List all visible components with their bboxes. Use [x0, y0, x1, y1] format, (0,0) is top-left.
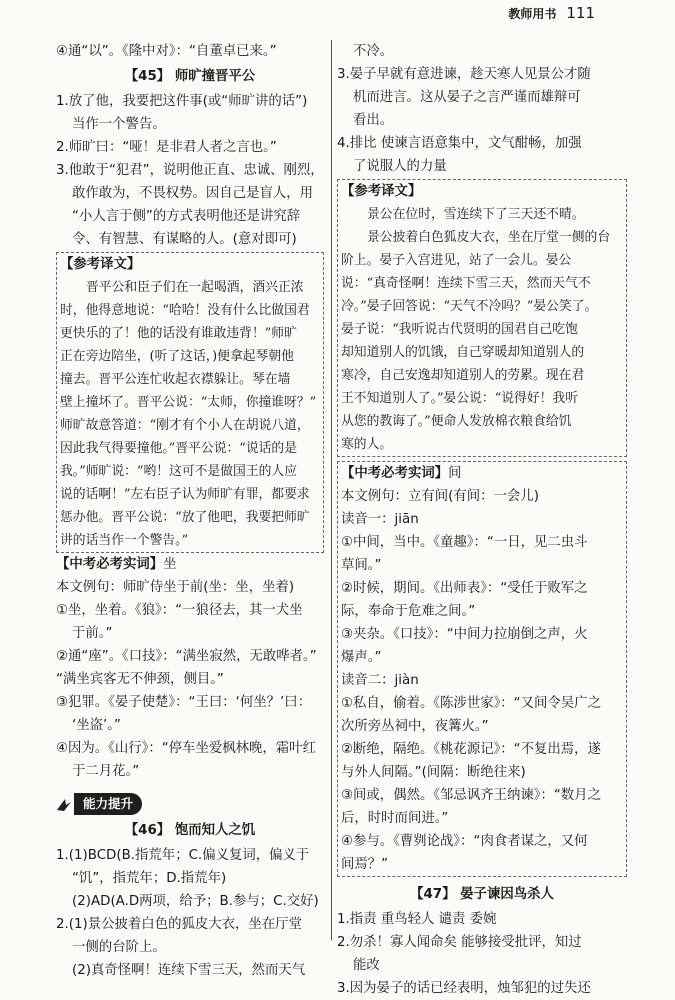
left-column	[56, 40, 324, 982]
vocab-line: ②通“座”。《口技》：“满坐寂然，无敢哗者。”	[56, 649, 317, 664]
answer-line: 能改	[353, 958, 380, 973]
answer-line: 了说服人的力量	[353, 159, 447, 174]
vocab-word: 间	[448, 466, 462, 481]
vocab-line: ④因为。《山行》：“停车坐爱枫林晚，霜叶红	[56, 741, 316, 756]
ability-banner	[56, 793, 324, 815]
vocab-line: “满坐宾客无不伸颈，侧目。”	[56, 672, 224, 687]
translation-line: 说：“真奇怪啊！连续下雪三天，然而天气不	[341, 276, 591, 291]
translation-line: 晏子说：“我听说古代贤明的国君自己吃饱	[341, 322, 578, 337]
translation-line: 冷。”晏子回答说：“天气不冷吗？”晏公笑了。	[341, 299, 598, 314]
translation-line: 壁上撞坏了。晋平公说：“太师，你撞谁呀？”	[60, 395, 317, 410]
answer-line: 1.指责 重鸟轻人 谴责 委婉	[337, 912, 497, 927]
vocab-line: ④参与。《曹刿论战》：“肉食者谋之，又何	[341, 834, 588, 849]
vocab-line: ③犯罪。《晏子使楚》：“王曰：‘何坐？’曰：	[56, 695, 312, 710]
translation-line: 因此我气得要撞他。”晋平公说：“说话的是	[60, 441, 298, 456]
translation-line: 晋平公和臣子们在一起喝酒，酒兴正浓	[86, 280, 304, 295]
answer-line: 3.因为晏子的话已经表明，烛邹犯的过失还	[337, 981, 591, 996]
vocab-line: ③夹杂。《口技》：“中间力拉崩倒之声，火	[341, 627, 588, 642]
answer-line: 2.师旷曰：“哑！是非君人者之言也。”	[56, 140, 277, 155]
reference-translation-box	[337, 179, 627, 457]
section-title-45: 【45】 师旷撞晋平公	[124, 69, 256, 84]
vocab-tag: 【中考必考实词】	[341, 466, 449, 481]
translation-line: 阶上。晏子入宫进见，站了一会儿。晏公	[341, 253, 572, 268]
translation-line: 说的话啊！”左右臣子认为师旷有罪，都要求	[60, 487, 310, 502]
vocab-line: 本文例句：立有间(有间：一会儿)	[341, 489, 539, 504]
translation-line: 寒的人。	[341, 437, 393, 452]
answer-line: (2)真奇怪啊！连续下雪三天，然而天气	[72, 963, 306, 978]
answer-line: 3.晏子早就有意进谏，趁天寒人见景公才随	[337, 67, 591, 82]
answer-line: 看出。	[353, 113, 394, 128]
answer-line: 不冷。	[353, 44, 394, 59]
vocab-box	[337, 461, 627, 877]
vocab-line: 间焉？”	[341, 857, 389, 872]
answer-line: 令、有智慧、有谋略的人。(意对即可)	[72, 232, 297, 247]
arrow-flag-icon	[56, 796, 72, 812]
translation-line: 撞去。晋平公连忙收起衣襟躲让。琴在墙	[60, 372, 291, 387]
answer-line: 一侧的台阶上。	[72, 940, 166, 955]
answer-line: 1.(1)BCD(B.指荒年；C.偏义复词，偏义于	[56, 848, 310, 863]
translation-line: 景公披着白色狐皮大衣，坐在厅堂一侧的台	[367, 230, 611, 245]
reference-translation-tag: 【参考译文】	[341, 184, 422, 199]
vocab-word: 坐	[163, 557, 177, 572]
vocab-line: ①中间，当中。《童趣》：“一日，见二虫斗	[341, 535, 588, 550]
vocab-tag: 【中考必考实词】	[56, 557, 164, 572]
section-title-46: 【46】 饱而知人之饥	[124, 823, 256, 838]
vocab-line: ‘坐盗’。”	[72, 718, 121, 733]
answer-line: “小人言于侧”的方式表明他还是讲究辞	[72, 209, 301, 224]
vocab-line: 本文例句：师旷侍坐于前(坐：坐，坐着)	[56, 580, 295, 595]
header-label: 教师用书	[508, 7, 557, 21]
ability-label: 能力提升	[74, 793, 142, 815]
answer-line: (2)AD(A.D两项，给予；B.参与；C.交好)	[72, 894, 319, 909]
answer-line: 1.放了他，我要把这件事(或“师旷讲的话”)	[56, 94, 308, 109]
section-title-47: 【47】 晏子谏因鸟杀人	[410, 887, 554, 902]
vocab-line: ③间或，偶然。《邹忌讽齐王纳谏》：“数月之	[341, 788, 601, 803]
answer-line: 机而进言。这从晏子之言严谨而雄辩可	[353, 90, 581, 105]
vocab-heading	[341, 462, 623, 485]
vocab-line: ②时候，期间。《出师表》：“受任于败军之	[341, 581, 588, 596]
answer-line: “饥”，指荒年；D.指荒年)	[72, 871, 227, 886]
translation-line: 时，他得意地说：“哈哈！没有什么比做国君	[60, 303, 310, 318]
page-number: 111	[566, 4, 595, 22]
answer-line: 敢作敢为，不畏权势。因自己是盲人，用	[72, 186, 314, 201]
vocab-line: ②断绝，隔绝。《桃花源记》：“不复出焉，遂	[341, 742, 601, 757]
vocab-line: 际，奉命于危难之间。”	[341, 604, 476, 619]
vocab-heading	[56, 553, 324, 576]
translation-line: 正在旁边陪坐，(听了这话，)便拿起琴朝他	[60, 349, 294, 364]
vocab-line: 于前。”	[72, 626, 113, 641]
translation-line: 更快乐的了！他的话没有谁敢违背！”师旷	[60, 326, 297, 341]
reference-translation-box	[56, 252, 324, 553]
vocab-line: 草间。”	[341, 558, 382, 573]
column-divider	[331, 40, 332, 940]
vocab-line: ①私自，偷着。《陈涉世家》：“又间令吴广之	[341, 696, 601, 711]
vocab-line: ①坐，坐着。《狼》：“一狼径去，其一犬坐	[56, 603, 303, 618]
answer-line: 2.(1)景公披着白色的狐皮大衣，坐在厅堂	[56, 917, 302, 932]
text-line: ④通“以”。《隆中对》：“自董卓已来。”	[56, 44, 277, 59]
right-column	[337, 40, 627, 1000]
translation-line: 从您的教诲了。”便命人发放棉衣粮食给饥	[341, 414, 572, 429]
answer-line: 2.勿杀！寡人闻命矣 能够接受批评，知过	[337, 935, 582, 950]
translation-line: 讲的话当作一个警告。”	[60, 533, 189, 548]
translation-line: 景公在位时，雪连续下了三天还不晴。	[367, 207, 585, 222]
answer-line: 4.排比 使谏言语意集中，文气酣畅，加强	[337, 136, 582, 151]
vocab-line: 次所旁丛祠中，夜篝火。”	[341, 719, 489, 734]
translation-line: 却知道别人的饥饿，自己穿暖却知道别人的	[341, 345, 585, 360]
translation-line: 我。”师旷说：“哟！这可不是做国王的人应	[60, 464, 298, 479]
vocab-line: 于二月花。”	[72, 764, 140, 779]
page-header	[508, 4, 595, 22]
translation-line: 师旷故意答道：“刚才有个小人在胡说八道，	[60, 418, 310, 433]
reference-translation-tag: 【参考译文】	[60, 257, 141, 272]
answer-line: 3.他敢于“犯君”，说明他正直、忠诚、刚烈，	[56, 163, 324, 178]
translation-line: 惩办他。晋平公说：“放了他吧，我要把师旷	[60, 510, 310, 525]
vocab-line: 与外人间隔。”(间隔：断绝往来)	[341, 765, 526, 780]
vocab-line: 后，时时而间进。”	[341, 811, 449, 826]
answer-line: 当作一个警告。	[72, 117, 166, 132]
vocab-line: 爆声。”	[341, 650, 382, 665]
vocab-line: 读音一：jiān	[341, 512, 419, 527]
vocab-line: 读音二：jiàn	[341, 673, 419, 688]
translation-line: 王不知道别人了。”晏公说：“说得好！我听	[341, 391, 579, 406]
translation-line: 寒冷，自己安逸却知道别人的劳累。现在君	[341, 368, 585, 383]
